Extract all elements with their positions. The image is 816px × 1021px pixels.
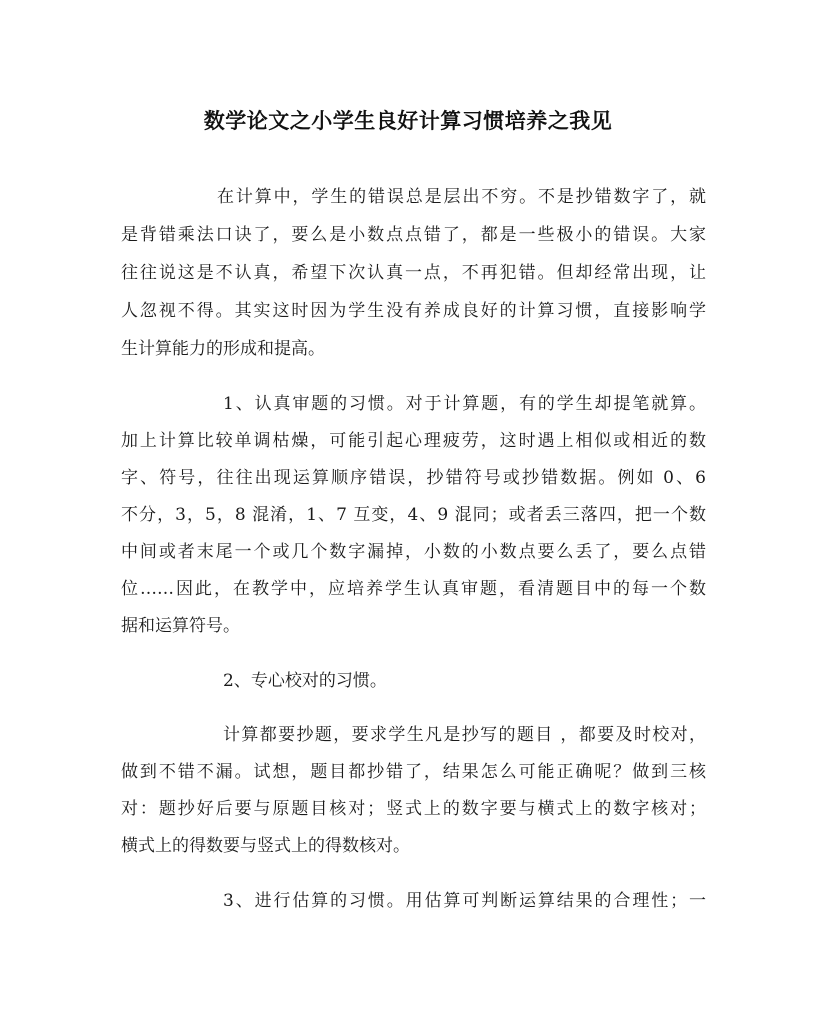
paragraph-line: 横式上的得数要与竖式上的得数核对。	[121, 836, 410, 856]
paragraph-line: 是背错乘法口诀了，要么是小数点点错了，都是一些极小的错误。大家	[121, 225, 706, 245]
paragraph-line: 对：题抄好后要与原题目核对；竖式上的数字要与横式上的数字核对；	[121, 799, 706, 819]
paragraph-line: 1、认真审题的习惯。对于计算题，有的学生却提笔就算。	[223, 394, 706, 414]
paragraph-line: 2、专心校对的习惯。	[223, 671, 387, 691]
paragraph-line: 位……因此，在教学中，应培养学生认真审题，看清题目中的每一个数	[121, 579, 706, 599]
paragraph-line: 在计算中，学生的错误总是层出不穷。不是抄错数字了，就	[217, 187, 706, 207]
paragraph-line: 计算都要抄题，要求学生凡是抄写的题目 ，都要及时校对，	[223, 725, 706, 745]
paragraph-line: 往往说这是不认真，希望下次认真一点，不再犯错。但却经常出现，让	[121, 263, 706, 283]
paragraph-line: 不分，3，5，8 混淆，1、7 互变，4、9 混同；或者丢三落四，把一个数	[121, 505, 706, 525]
paragraph-line: 中间或者末尾一个或几个数字漏掉，小数的小数点要么丢了，要么点错	[121, 542, 706, 562]
paragraph-line: 做到不错不漏。试想，题目都抄错了，结果怎么可能正确呢？做到三核	[121, 762, 706, 782]
paragraph-line: 据和运算符号。	[121, 616, 240, 636]
paragraph-line: 人忽视不得。其实这时因为学生没有养成良好的计算习惯，直接影响学	[121, 301, 706, 321]
paragraph-line: 生计算能力的形成和提高。	[121, 339, 325, 359]
paragraph-line: 字、符号，往往出现运算顺序错误，抄错符号或抄错数据。例如 0、6	[121, 468, 706, 488]
document-title: 数学论文之小学生良好计算习惯培养之我见	[203, 108, 613, 133]
paragraph-line: 加上计算比较单调枯燥，可能引起心理疲劳，这时遇上相似或相近的数	[121, 431, 706, 451]
paragraph-line: 3、进行估算的习惯。用估算可判断运算结果的合理性；一	[223, 891, 706, 911]
